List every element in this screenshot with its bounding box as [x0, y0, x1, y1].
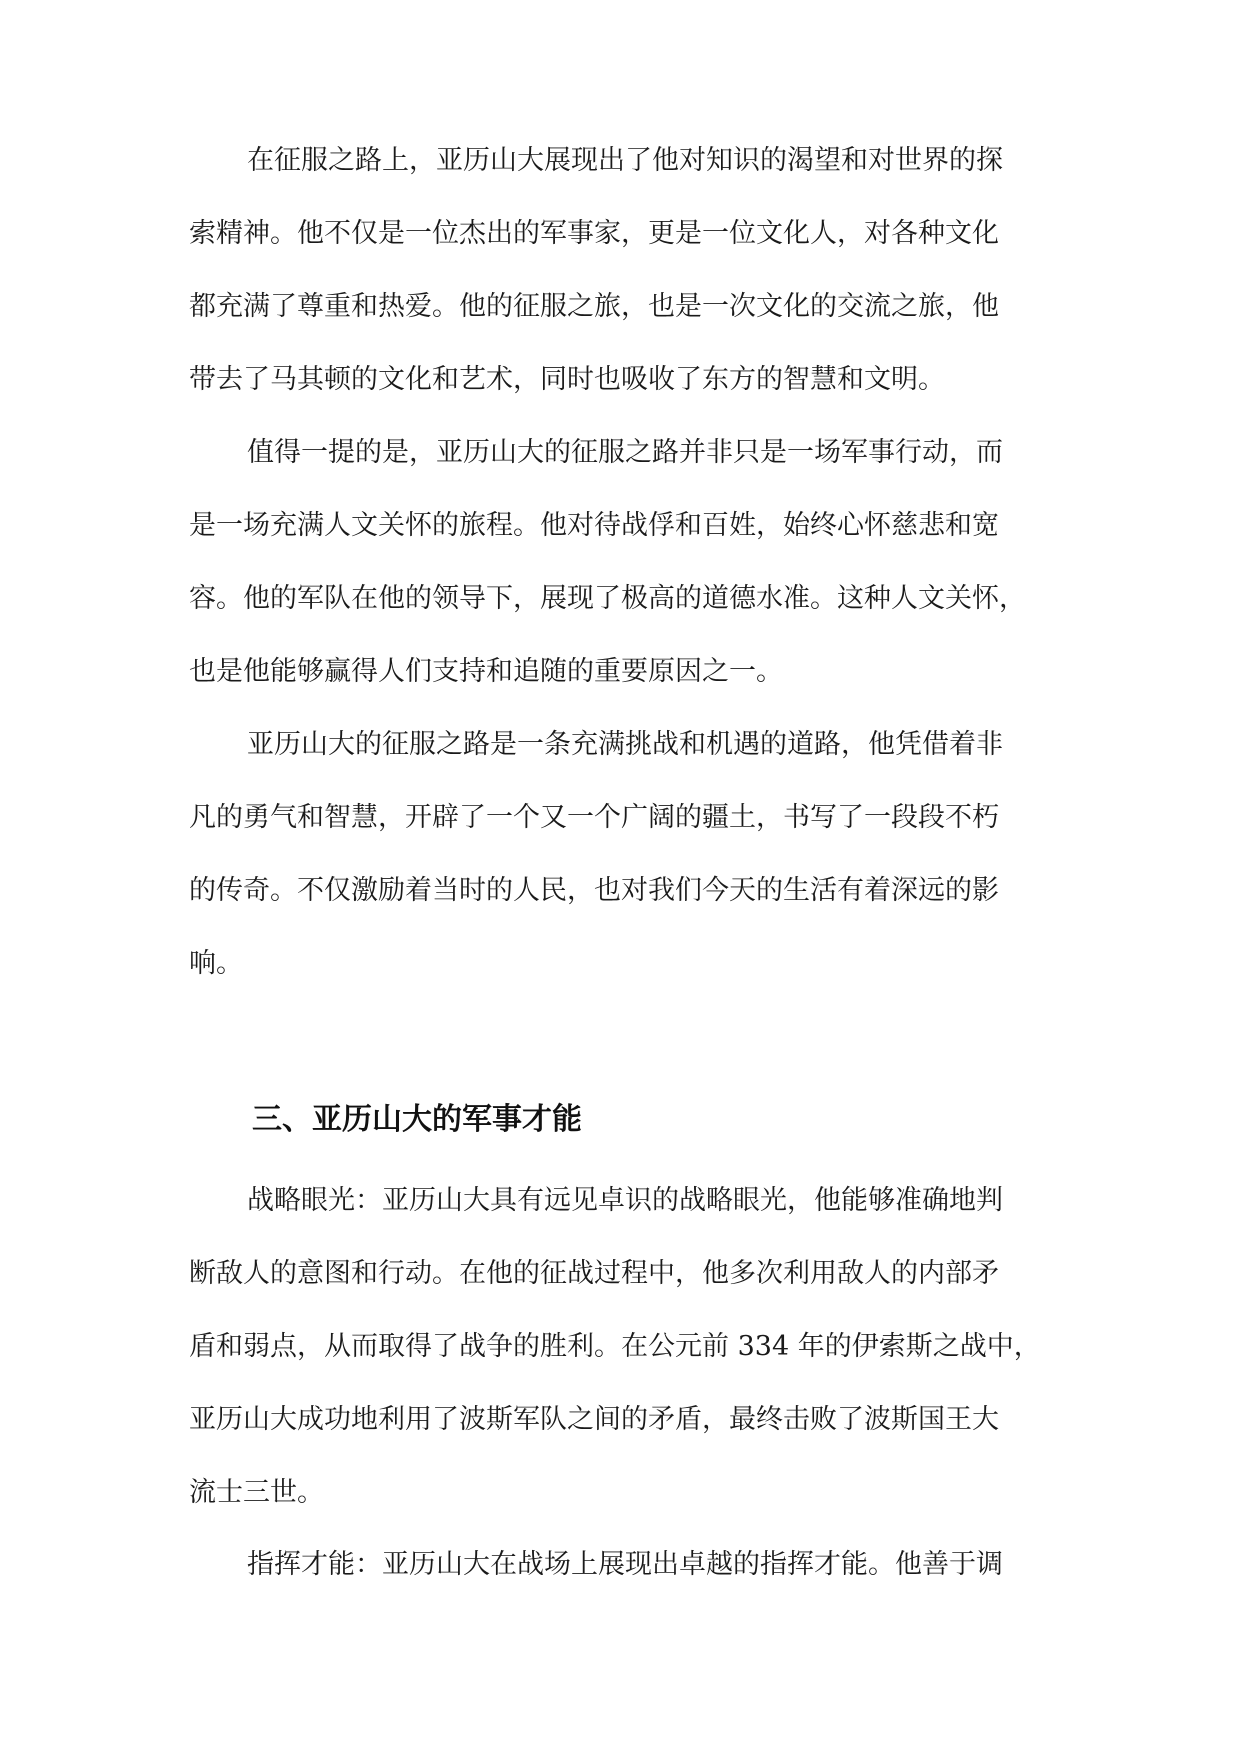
paragraph-line: 亚历山大成功地利用了波斯军队之间的矛盾，最终击败了波斯国王大: [189, 1404, 999, 1435]
paragraph-line: 值得一提的是，亚历山大的征服之路并非只是一场军事行动，而: [247, 437, 1003, 468]
paragraph-line: 流士三世。: [189, 1477, 324, 1508]
paragraph-line: 战略眼光：亚历山大具有远见卓识的战略眼光，他能够准确地判: [247, 1185, 1003, 1216]
paragraph-line: 指挥才能：亚历山大在战场上展现出卓越的指挥才能。他善于调: [247, 1549, 1003, 1580]
paragraph-line: 断敌人的意图和行动。在他的征战过程中，他多次利用敌人的内部矛: [189, 1258, 999, 1289]
paragraph-line: 带去了马其顿的文化和艺术，同时也吸收了东方的智慧和文明。: [189, 364, 945, 395]
paragraph-line: 响。: [189, 948, 243, 979]
paragraph-line: 也是他能够赢得人们支持和追随的重要原因之一。: [189, 656, 783, 687]
paragraph-line: 都充满了尊重和热爱。他的征服之旅，也是一次文化的交流之旅，他: [189, 291, 999, 322]
paragraph-line: 盾和弱点，从而取得了战争的胜利。在公元前 334 年的伊索斯之战中，: [189, 1331, 1041, 1362]
section-heading: 三、亚历山大的军事才能: [252, 1102, 582, 1137]
paragraph-line: 的传奇。不仅激励着当时的人民，也对我们今天的生活有着深远的影: [189, 875, 999, 906]
paragraph-line: 在征服之路上，亚历山大展现出了他对知识的渴望和对世界的探: [247, 145, 1003, 176]
paragraph-line: 是一场充满人文关怀的旅程。他对待战俘和百姓，始终心怀慈悲和宽: [189, 510, 999, 541]
paragraph-line: 容。他的军队在他的领导下，展现了极高的道德水准。这种人文关怀，: [189, 583, 1026, 614]
paragraph-line: 索精神。他不仅是一位杰出的军事家，更是一位文化人，对各种文化: [189, 218, 999, 249]
paragraph-line: 凡的勇气和智慧，开辟了一个又一个广阔的疆土，书写了一段段不朽: [189, 802, 999, 833]
paragraph-line: 亚历山大的征服之路是一条充满挑战和机遇的道路，他凭借着非: [247, 729, 1003, 760]
